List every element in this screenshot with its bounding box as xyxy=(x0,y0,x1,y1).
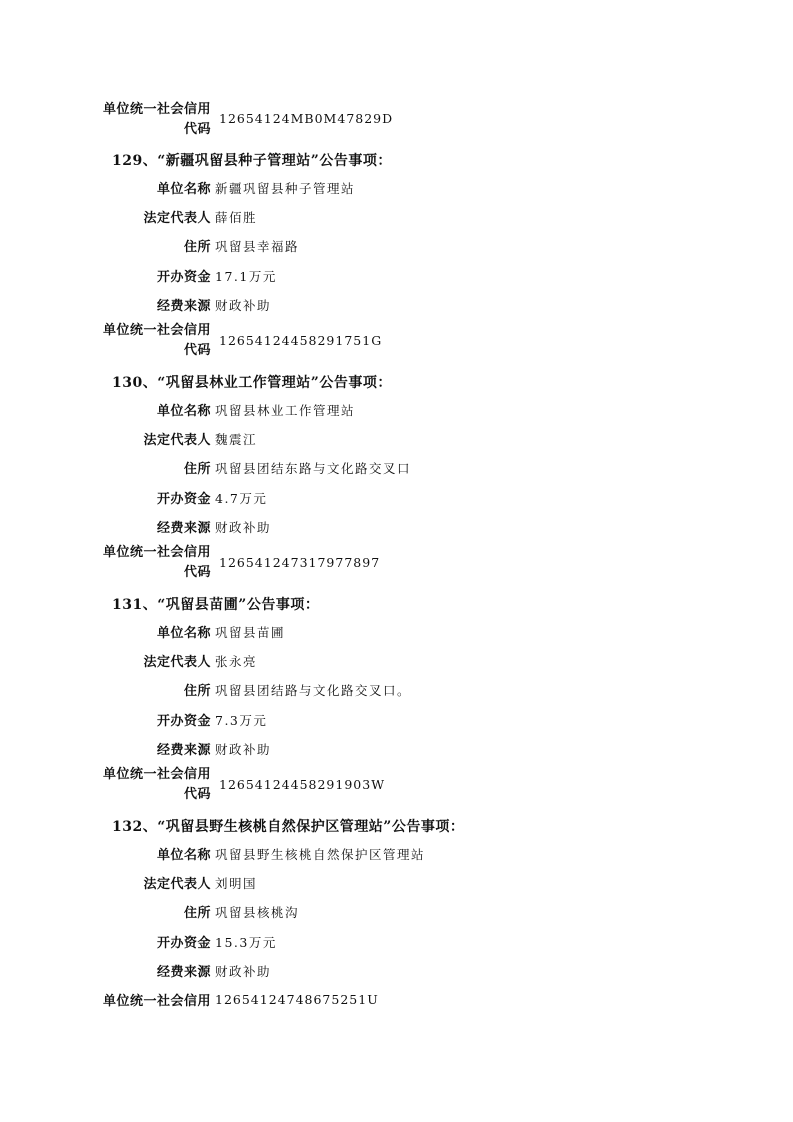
field-row xyxy=(0,844,425,863)
credit-label: 单位统一社会信用 xyxy=(102,994,211,1009)
field-value: 15.3万元 xyxy=(215,934,277,950)
field-label: 开办资金 xyxy=(156,714,211,729)
field-value: 17.1万元 xyxy=(215,268,277,284)
field-value: 刘明国 xyxy=(215,875,258,891)
credit-label: 单位统一社会信用 代码 xyxy=(102,545,211,580)
field-row xyxy=(0,961,271,980)
credit-value: 12654124748675251U xyxy=(215,992,379,1007)
section-heading: 130、“巩留县林业工作管理站”公告事项： xyxy=(112,375,392,391)
field-value: 魏震江 xyxy=(215,431,258,447)
field-row xyxy=(0,873,257,892)
field-row xyxy=(0,236,299,255)
field-label: 开办资金 xyxy=(156,492,211,507)
field-label: 住所 xyxy=(183,684,211,699)
field-label: 经费来源 xyxy=(156,521,211,536)
field-label: 住所 xyxy=(183,462,211,477)
section-heading: 132、“巩留县野生核桃自然保护区管理站”公告事项： xyxy=(112,819,465,835)
field-row xyxy=(0,739,271,758)
credit-value: 12654124458291751G xyxy=(219,333,383,348)
field-value: 7.3万元 xyxy=(215,712,268,728)
field-label: 开办资金 xyxy=(156,270,211,285)
credit-value: 12654124458291903W xyxy=(219,777,386,792)
field-value: 财政补助 xyxy=(215,519,272,535)
field-label: 住所 xyxy=(183,906,211,921)
field-value: 巩留县苗圃 xyxy=(215,624,286,640)
credit-label: 单位统一社会信用 代码 xyxy=(102,102,211,137)
field-value: 巩留县林业工作管理站 xyxy=(215,402,356,418)
field-row xyxy=(0,517,271,536)
credit-label: 单位统一社会信用 代码 xyxy=(102,323,211,358)
field-label: 单位名称 xyxy=(156,404,211,419)
field-label: 经费来源 xyxy=(156,743,211,758)
field-value: 巩留县团结路与文化路交叉口。 xyxy=(215,682,412,698)
field-label: 开办资金 xyxy=(156,936,211,951)
field-value: 巩留县幸福路 xyxy=(215,238,300,254)
field-row xyxy=(0,178,355,197)
field-row xyxy=(0,295,271,314)
field-value: 财政补助 xyxy=(215,297,272,313)
field-row xyxy=(0,429,257,448)
field-value: 财政补助 xyxy=(215,741,272,757)
field-value: 巩留县团结东路与文化路交叉口 xyxy=(215,460,412,476)
field-row xyxy=(0,651,257,670)
field-row xyxy=(0,458,411,477)
field-row xyxy=(0,990,379,1009)
field-row xyxy=(0,488,267,507)
field-label: 法定代表人 xyxy=(143,655,211,670)
field-row xyxy=(0,902,299,921)
field-label: 单位名称 xyxy=(156,182,211,197)
field-row xyxy=(0,680,411,699)
field-label: 住所 xyxy=(183,240,211,255)
field-value: 巩留县核桃沟 xyxy=(215,904,300,920)
credit-value: 12654124MB0M47829D xyxy=(219,111,394,126)
field-value: 薛佰胜 xyxy=(215,209,258,225)
field-row xyxy=(0,932,277,951)
field-label: 经费来源 xyxy=(156,299,211,314)
field-value: 4.7万元 xyxy=(215,490,268,506)
field-label: 法定代表人 xyxy=(143,211,211,226)
section-heading: 131、“巩留县苗圃”公告事项： xyxy=(112,597,320,613)
field-label: 单位名称 xyxy=(156,626,211,641)
field-row xyxy=(0,266,277,285)
field-row xyxy=(0,710,267,729)
field-label: 法定代表人 xyxy=(143,433,211,448)
credit-value: 126541247317977897 xyxy=(219,555,381,570)
field-label: 法定代表人 xyxy=(143,877,211,892)
field-row xyxy=(0,622,285,641)
field-value: 新疆巩留县种子管理站 xyxy=(215,180,356,196)
field-row xyxy=(0,400,355,419)
field-value: 巩留县野生核桃自然保护区管理站 xyxy=(215,846,426,862)
field-value: 张永亮 xyxy=(215,653,258,669)
section-heading: 129、“新疆巩留县种子管理站”公告事项： xyxy=(112,153,392,169)
field-label: 单位名称 xyxy=(156,848,211,863)
field-label: 经费来源 xyxy=(156,965,211,980)
field-row xyxy=(0,207,257,226)
field-value: 财政补助 xyxy=(215,963,272,979)
credit-label: 单位统一社会信用 代码 xyxy=(102,767,211,802)
